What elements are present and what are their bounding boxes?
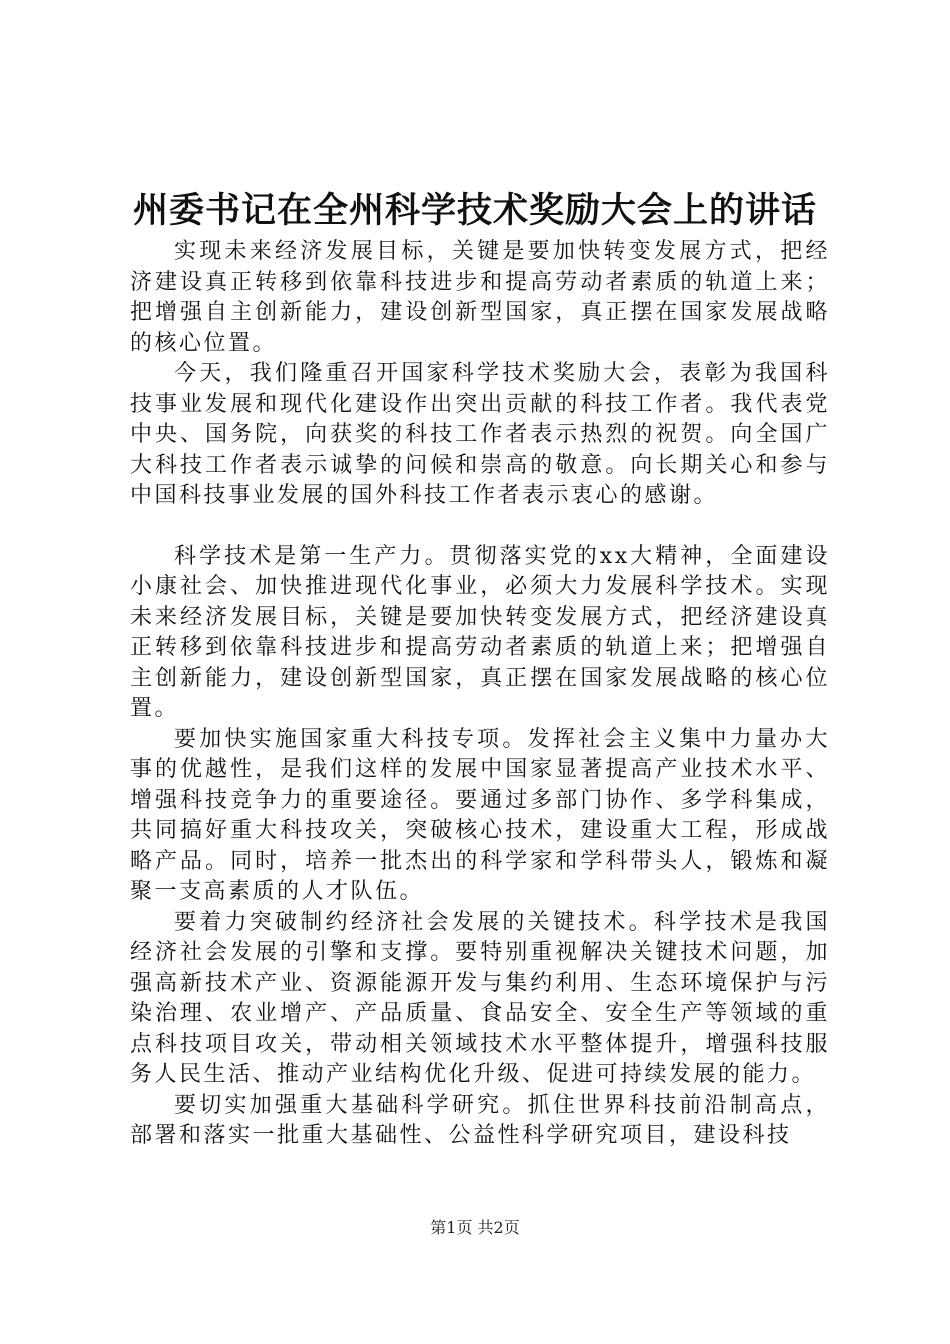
paragraph: 要着力突破制约经济社会发展的关键技术。科学技术是我国经济社会发展的引擎和支撑。要特别重视解决关键技术问题，加强高新技术产业、资源能源开发与集约利用、生态环境保护与污染治理、农业增产、产品质量、食品安全、安全生产等领域的重点科技项目攻关，带动相关领域技术水平整体提升，增强科技服务人民生活、推动产业结构优化升级、促进可持续发展的能力。 [130, 909, 830, 1087]
document-body [130, 237, 830, 1152]
paragraph: 实现未来经济发展目标，关键是要加快转变发展方式，把经济建设真正转移到依靠科技进步和提高劳动者素质的轨道上来；把增强自主创新能力，建设创新型国家，真正摆在国家发展战略的核心位置。 [130, 239, 830, 356]
paragraph: 今天，我们隆重召开国家科学技术奖励大会，表彰为我国科技事业发展和现代化建设作出突出贡献的科技工作者。我代表党中央、国务院，向获奖的科技工作者表示热烈的祝贺。向全国广大科技工作者表示诚挚的问候和崇高的敬意。向长期关心和参与中国科技事业发展的国外科技工作者表示衷心的感谢。 [130, 361, 830, 508]
document-title: 州委书记在全州科学技术奖励大会上的讲话 [132, 190, 817, 231]
paragraph: 科学技术是第一生产力。贯彻落实党的xx大精神，全面建设小康社会、加快推进现代化事业，必须大力发展科学技术。实现未来经济发展目标，关键是要加快转变发展方式，把经济建设真正转移到依靠科技进步和提高劳动者素质的轨道上来；把增强自主创新能力，建设创新型国家，真正摆在国家发展战略的核心位置。 [130, 543, 830, 721]
paragraph: 要加快实施国家重大科技专项。发挥社会主义集中力量办大事的优越性，是我们这样的发展中国家显著提高产业技术水平、增强科技竞争力的重要途径。要通过多部门协作、多学科集成，共同搞好重大科技攻关，突破核心技术，建设重大工程，形成战略产品。同时，培养一批杰出的科学家和学科带头人，锻炼和凝聚一支高素质的人才队伍。 [130, 726, 830, 904]
paragraph: 要切实加强重大基础科学研究。抓住世界科技前沿制高点，部署和落实一批重大基础性、公益性科学研究项目，建设科技 [130, 1092, 830, 1148]
page-number-footer: 第1页 共2页 [430, 1218, 520, 1237]
